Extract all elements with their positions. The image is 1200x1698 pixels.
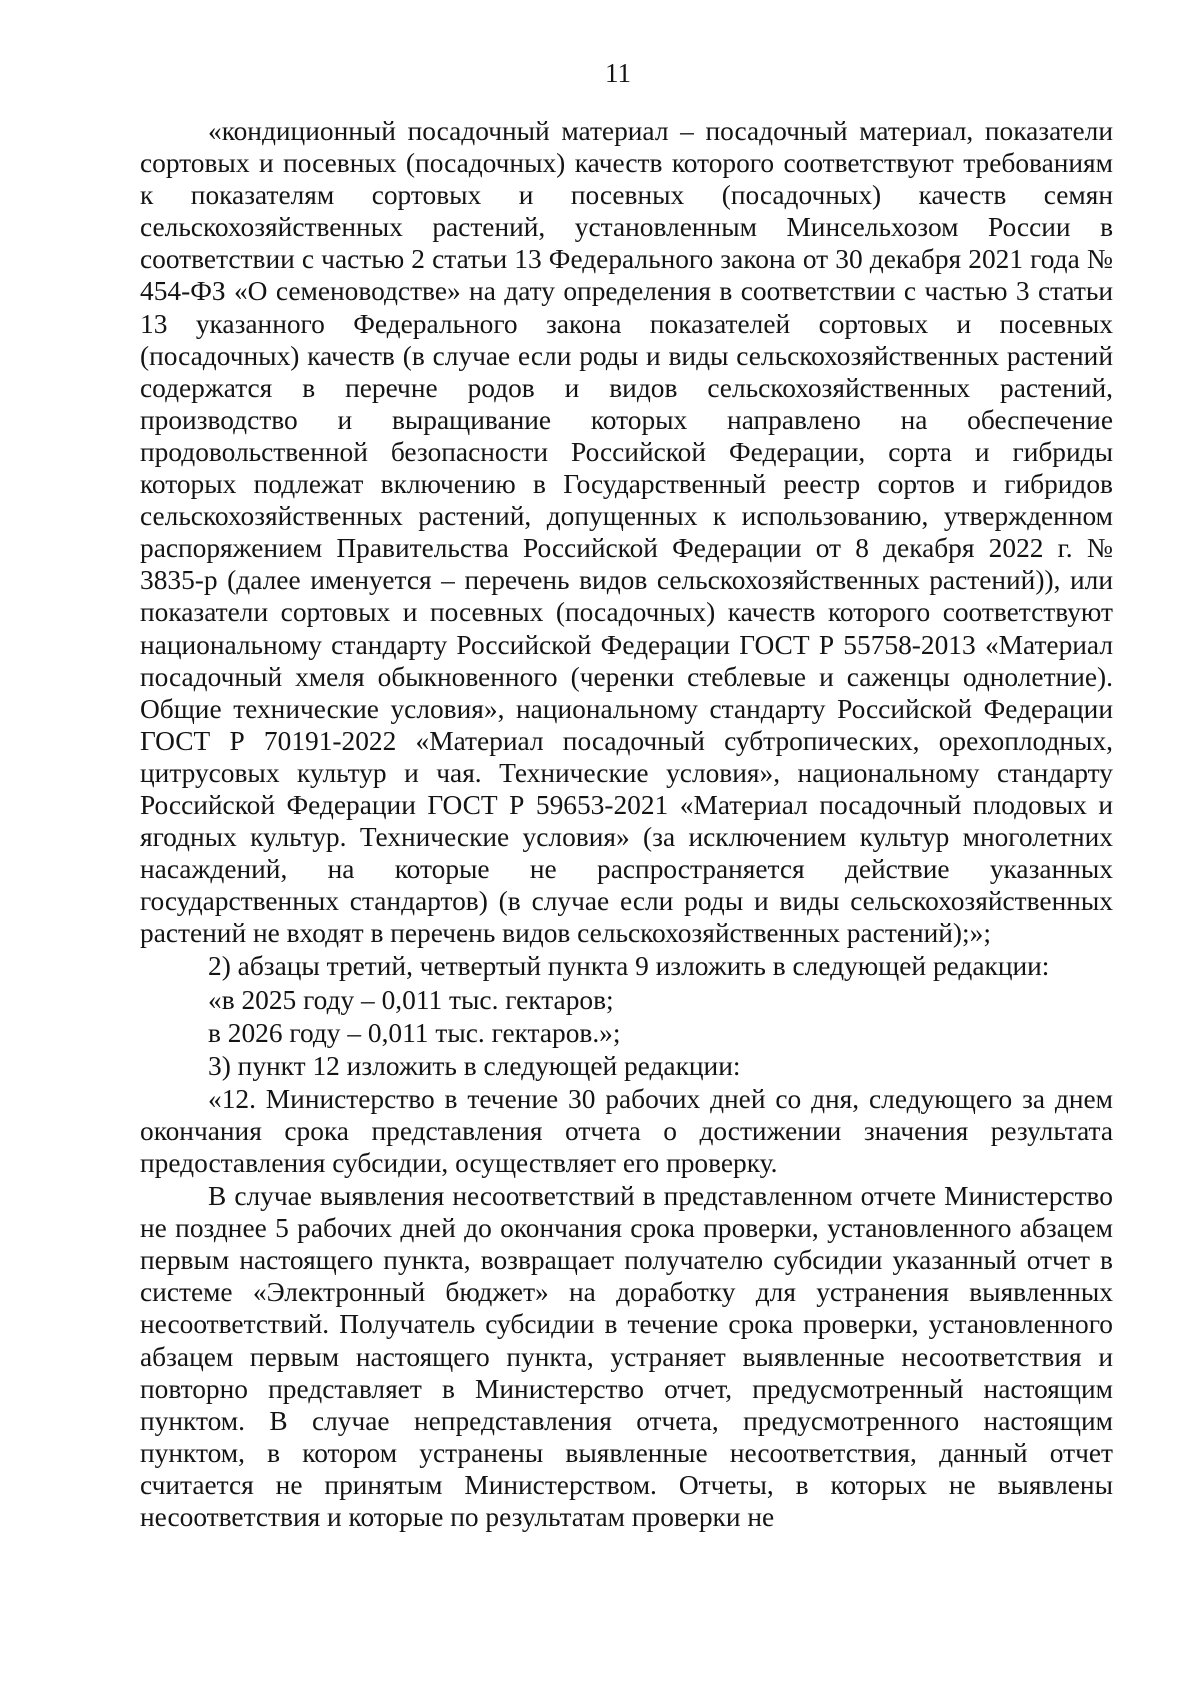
paragraph-item-2: 2) абзацы третий, четвертый пункта 9 изложить в следующей редакции:	[208, 951, 1050, 982]
document-body	[140, 115, 1113, 1533]
paragraph-point-12: «12. Министерство в течение 30 рабочих дней со дня, следующего за днем окончания срока представления отчета о достижении значения результата предоставления субсидии, осуществляет его проверку.	[140, 1083, 1113, 1178]
paragraph-discrepancies: В случае выявления несоответствий в представленном отчете Министерство не позднее 5 рабочих дней до окончания срока проверки, установленного абзацем первым настоящего пункта, возвращает получателю субсидии указанный отчет в системе «Электронный бюджет» на доработку для устранения выявленных несоответствий. Получатель субсидии в течение срока проверки, установленного абзацем первым настоящего пункта, устраняет выявленные несоответствия и повторно представляет в Министерство отчет, предусмотренный настоящим пунктом. В случае непредставления отчета, предусмотренного настоящим пунктом, в котором устранены выявленные несоответствия, данный отчет считается не принятым Министерством. Отчеты, в которых не выявлены несоответствия и которые по результатам проверки не	[140, 1181, 1113, 1533]
paragraph-item-3: 3) пункт 12 изложить в следующей редакции:	[208, 1050, 741, 1081]
paragraph-definition: «кондиционный посадочный материал – посадочный материал, показатели сортовых и посевных (посадочных) качеств которого соответствуют требованиям к показателям сортовых и посевных (посадочных) качеств семян сельскохозяйственных растений, установленным Минсельхозом России в соответствии с частью 2 статьи 13 Федерального закона от 30 декабря 2021 года № 454-ФЗ «О семеноводстве» на дату определения в соответствии с частью 3 статьи 13 указанного Федерального закона показателей сортовых и посевных (посадочных) качеств (в случае если роды и виды сельскохозяйственных растений содержатся в перечне родов и видов сельскохозяйственных растений, производство и выращивание которых направлено на обеспечение продовольственной безопасности Российской Федерации, сорта и гибриды которых подлежат включению в Государственный реестр сортов и гибридов сельскохозяйственных растений, допущенных к использованию, утвержденном распоряжением Правительства Российской Федерации от 8 декабря 2022 г. № 3835-р (далее именуется – перечень видов сельскохозяйственных растений)), или показатели сортовых и посевных (посадочных) качеств которого соответствуют национальному стандарту Российской Федерации ГОСТ Р 55758-2013 «Материал посадочный хмеля обыкновенного (черенки стеблевые и саженцы однолетние). Общие технические условия», национальному стандарту Российской Федерации ГОСТ Р 70191-2022 «Материал посадочный субтропических, орехоплодных, цитрусовых культур и чая. Технические условия», национальному стандарту Российской Федерации ГОСТ Р 59653-2021 «Материал посадочный плодовых и ягодных культур. Технические условия» (за исключением культур многолетних насаждений, на которые не распространяется действие указанных государственных стандартов) (в случае если роды и виды сельскохозяйственных растений не входят в перечень видов сельскохозяйственных растений);»;	[140, 116, 1113, 949]
page-number: 11	[605, 58, 631, 88]
paragraph-year-2025: «в 2025 году – 0,011 тыс. гектаров;	[208, 984, 614, 1015]
paragraph-year-2026: в 2026 году – 0,011 тыс. гектаров.»;	[208, 1017, 621, 1048]
